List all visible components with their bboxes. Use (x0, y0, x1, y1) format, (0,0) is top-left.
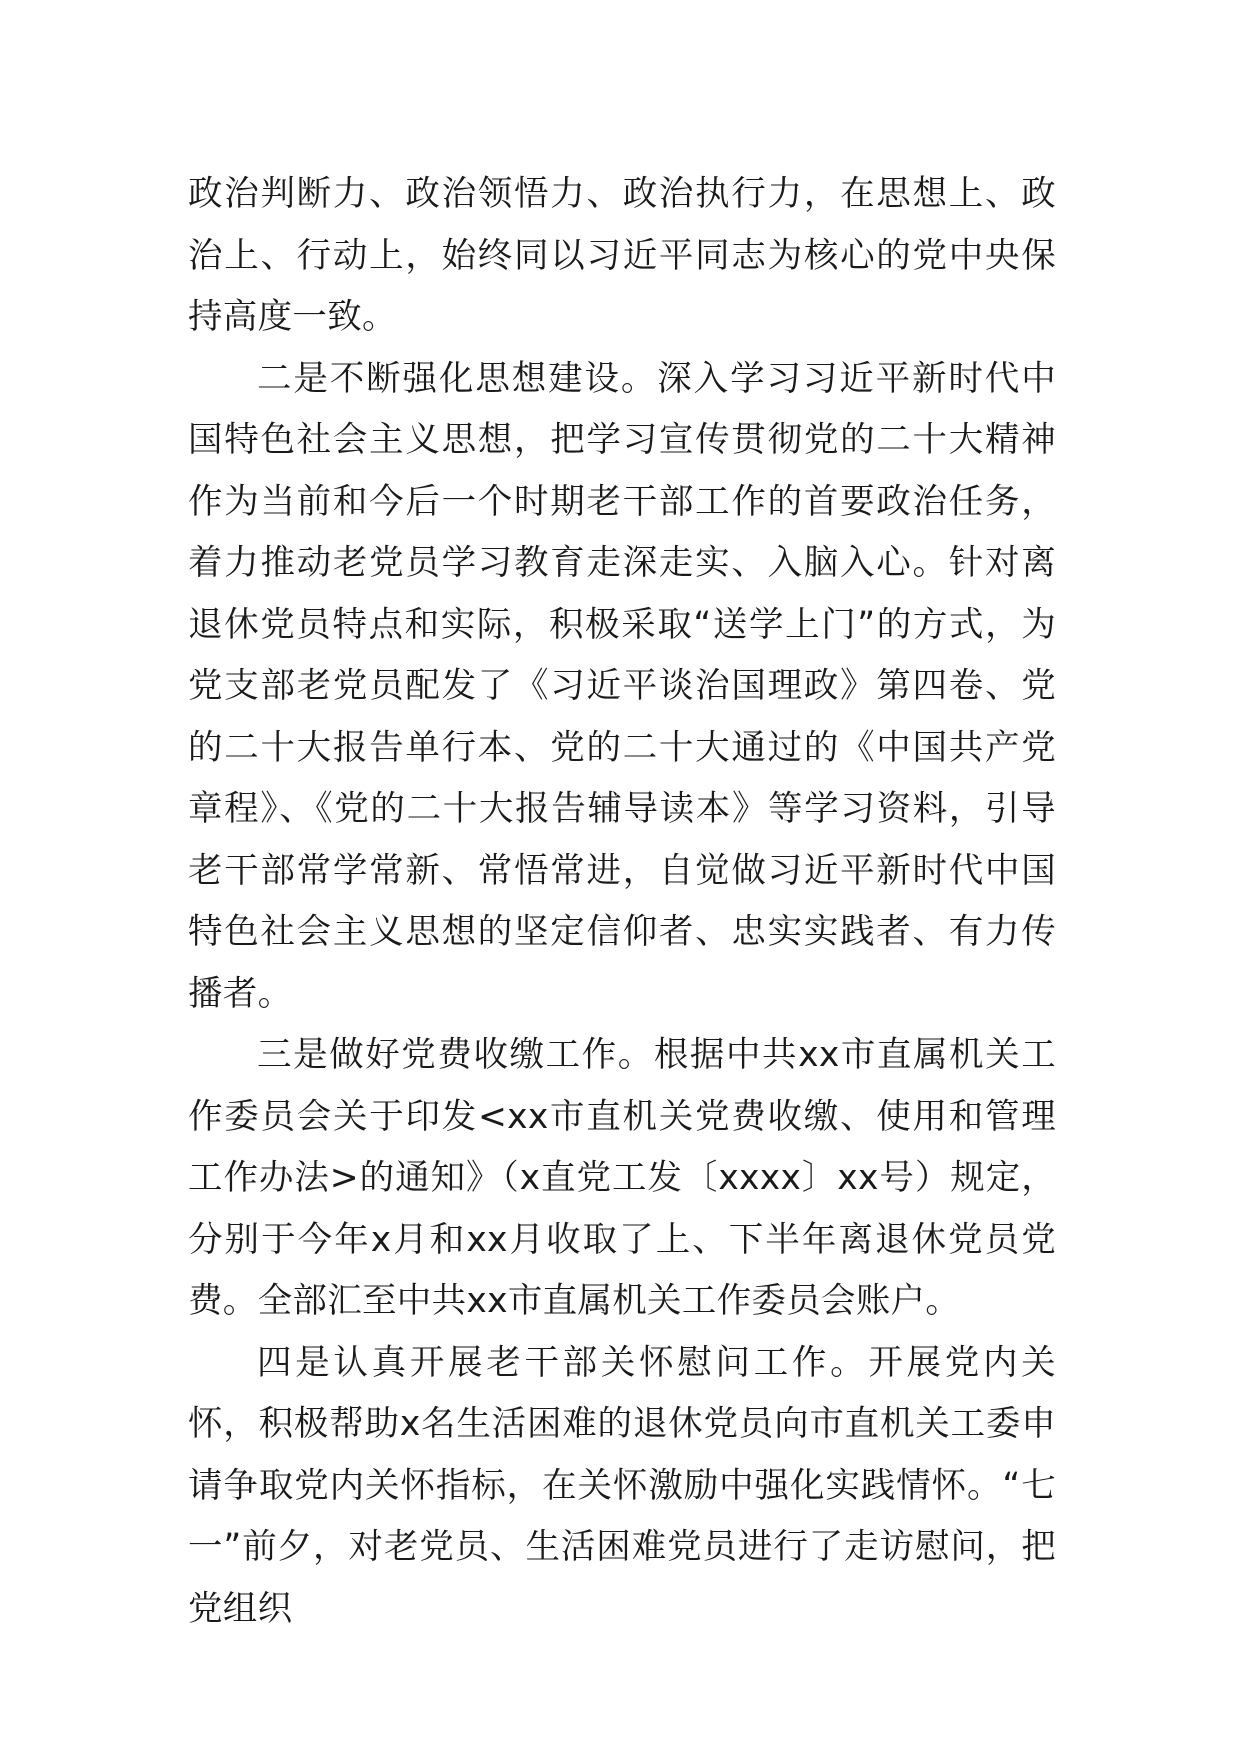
paragraph-party-dues: 三是做好党费收缴工作。根据中共xx市直属机关工作委员会关于印发<xx市直机关党费收缴、使用和管理工作办法>的通知》（x直党工发〔xxxx〕xx号）规定，分别于今年x月和xx月收取了上、下半年离退休党员党费。全部汇至中共xx市直属机关工作委员会账户。 (188, 1035, 1056, 1321)
paragraph-veteran-care: 四是认真开展老干部关怀慰问工作。开展党内关怀，积极帮助x名生活困难的退休党员向市直机关工委申请争取党内关怀指标，在关怀激励中强化实践情怀。“七一”前夕，对老党员、生活困难党员进行了走访慰问，把党组织 (188, 1342, 1056, 1629)
paragraph-continuation: 政治判断力、政治领悟力、政治执行力，在思想上、政治上、行动上，始终同以习近平同志为核心的党中央保持高度一致。 (188, 174, 1056, 337)
paragraph-ideological-building: 二是不断强化思想建设。深入学习习近平新时代中国特色社会主义思想，把学习宣传贯彻党的二十大精神作为当前和今后一个时期老干部工作的首要政治任务，着力推动老党员学习教育走深走实、入脑入心。针对离退休党员特点和实际，积极采取“送学上门”的方式，为党支部老党员配发了《习近平谈治国理政》第四卷、党的二十大报告单行本、党的二十大通过的《中国共产党章程》、《党的二十大报告辅导读本》等学习资料，引导老干部常学常新、常悟常进，自觉做习近平新时代中国特色社会主义思想的坚定信仰者、忠实实践者、有力传播者。 (188, 358, 1056, 1014)
document-body (188, 164, 1056, 1640)
